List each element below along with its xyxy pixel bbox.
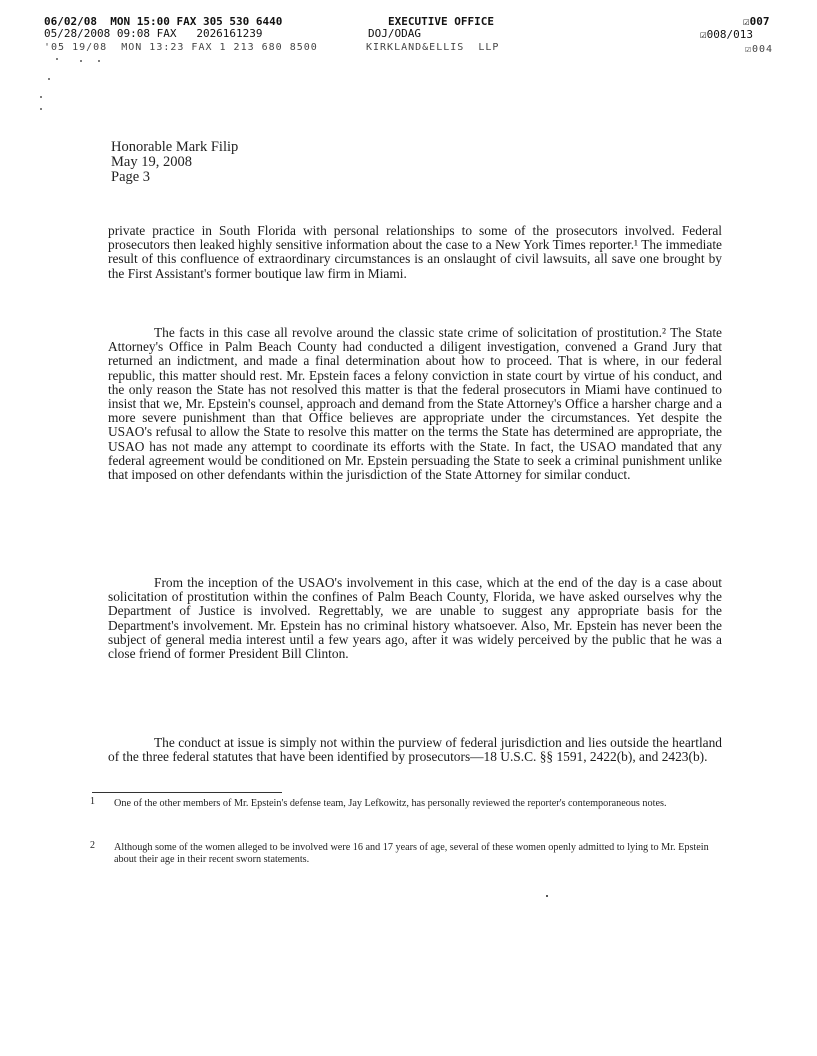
scan-speck xyxy=(40,96,42,98)
scan-speck xyxy=(40,108,42,110)
letter-body-paragraph xyxy=(108,326,722,500)
paragraph-3: From the inception of the USAO's involvement in this case, which at the end of the day is a case about solicitation of prostitution within the confines of Palm Beach County, Florida, we have asked ourselves why the Department of Justice is involved. Regrettably, we are unable to suggest any appropriate basis for the Department's involvement. Mr. Epstein has no criminal history whatsoever. Also, Mr. Epstein has never been the subject of general media interest until a few years ago, after it was widely perceived by the public that he was a close friend of former President Bill Clinton. xyxy=(108,575,722,662)
scan-speck xyxy=(80,60,82,62)
footnote-number: 2 xyxy=(90,840,95,851)
paragraph-4: The conduct at issue is simply not within the purview of federal jurisdiction and lies outside the heartland of the three federal statutes that have been identified by prosecutors—18 U.S.C. §§ 1591, 2422(b), and 2423(b). xyxy=(108,735,722,765)
scan-speck xyxy=(98,60,100,62)
paragraph-2: The facts in this case all revolve around the classic state crime of solicitation of prostitution.² The State Attorney's Office in Palm Beach County had conducted a diligent investigation, convened a Grand Jury that returned an indictment, and made a final determination about how to proceed. That is where, in our federal republic, this matter should rest. Mr. Epstein faces a felony conviction in state court by virtue of his conduct, and the only reason the State has not resolved this matter is that the federal prosecutors in Miami have continued to insist that we, Mr. Epstein's counsel, approach and demand from the State Attorney's Office a harsher charge and a more severe punishment than that Office believes are appropriate under the circumstances. Yet despite the USAO's refusal to allow the State to resolve this matter on the terms the State has determined are appropriate, the USAO has not made any attempt to coordinate its efforts with the State. In fact, the USAO mandated that any federal agreement would be conditioned on Mr. Epstein persuading the State to seek a criminal punishment unlike that imposed on other defendants within the jurisdiction of the State Attorney for similar conduct. xyxy=(108,325,722,483)
fax-page-counter-3: ☑004 xyxy=(745,44,774,55)
fax-header-line-1: 06/02/08 MON 15:00 FAX 305 530 6440 xyxy=(44,15,283,28)
scan-speck xyxy=(546,895,548,897)
fax-header-sender-2: DOJ/ODAG xyxy=(368,27,421,40)
letter-body-paragraph xyxy=(108,224,722,299)
letter-body-paragraph xyxy=(108,576,722,679)
page-number: Page 3 xyxy=(111,169,151,185)
fax-header-sender-1: EXECUTIVE OFFICE xyxy=(388,15,494,28)
letter-body-paragraph xyxy=(108,736,722,782)
letter-date: May 19, 2008 xyxy=(111,154,192,170)
fax-page-counter-2: ☑008/013 xyxy=(700,28,753,41)
footnote-2 xyxy=(90,842,722,866)
paragraph-1: private practice in South Florida with personal relationships to some of the prosecutors involved. Federal prosecutors then leaked highly sensitive information about the case to a New York Times reporter.¹ The immediate result of this confluence of extraordinary circumstances is an onslaught of civil lawsuits, all save one brought by the First Assistant's former boutique law firm in Miami. xyxy=(108,223,722,281)
scan-speck xyxy=(56,58,58,60)
footnote-number: 1 xyxy=(90,796,95,807)
footnote-text: Although some of the women alleged to be involved were 16 and 17 years of age, several of these women openly admitted to lying to Mr. Epstein about their age in their recent sworn statements. xyxy=(114,842,709,865)
scan-speck xyxy=(48,78,50,80)
fax-header-sender-3: KIRKLAND&ELLIS LLP xyxy=(366,42,500,53)
addressee-name: Honorable Mark Filip xyxy=(111,139,239,155)
fax-page-counter-1: ☑007 xyxy=(743,15,770,28)
fax-header-line-3: '05 19/08 MON 13:23 FAX 1 213 680 8500 xyxy=(44,42,318,53)
footnote-1 xyxy=(90,798,722,810)
footnote-divider xyxy=(92,792,282,793)
footnote-text: One of the other members of Mr. Epstein's defense team, Jay Lefkowitz, has personally reviewed the reporter's contemporaneous notes. xyxy=(114,798,667,809)
addressee-block xyxy=(111,140,238,185)
fax-header-line-2: 05/28/2008 09:08 FAX 2026161239 xyxy=(44,27,263,40)
